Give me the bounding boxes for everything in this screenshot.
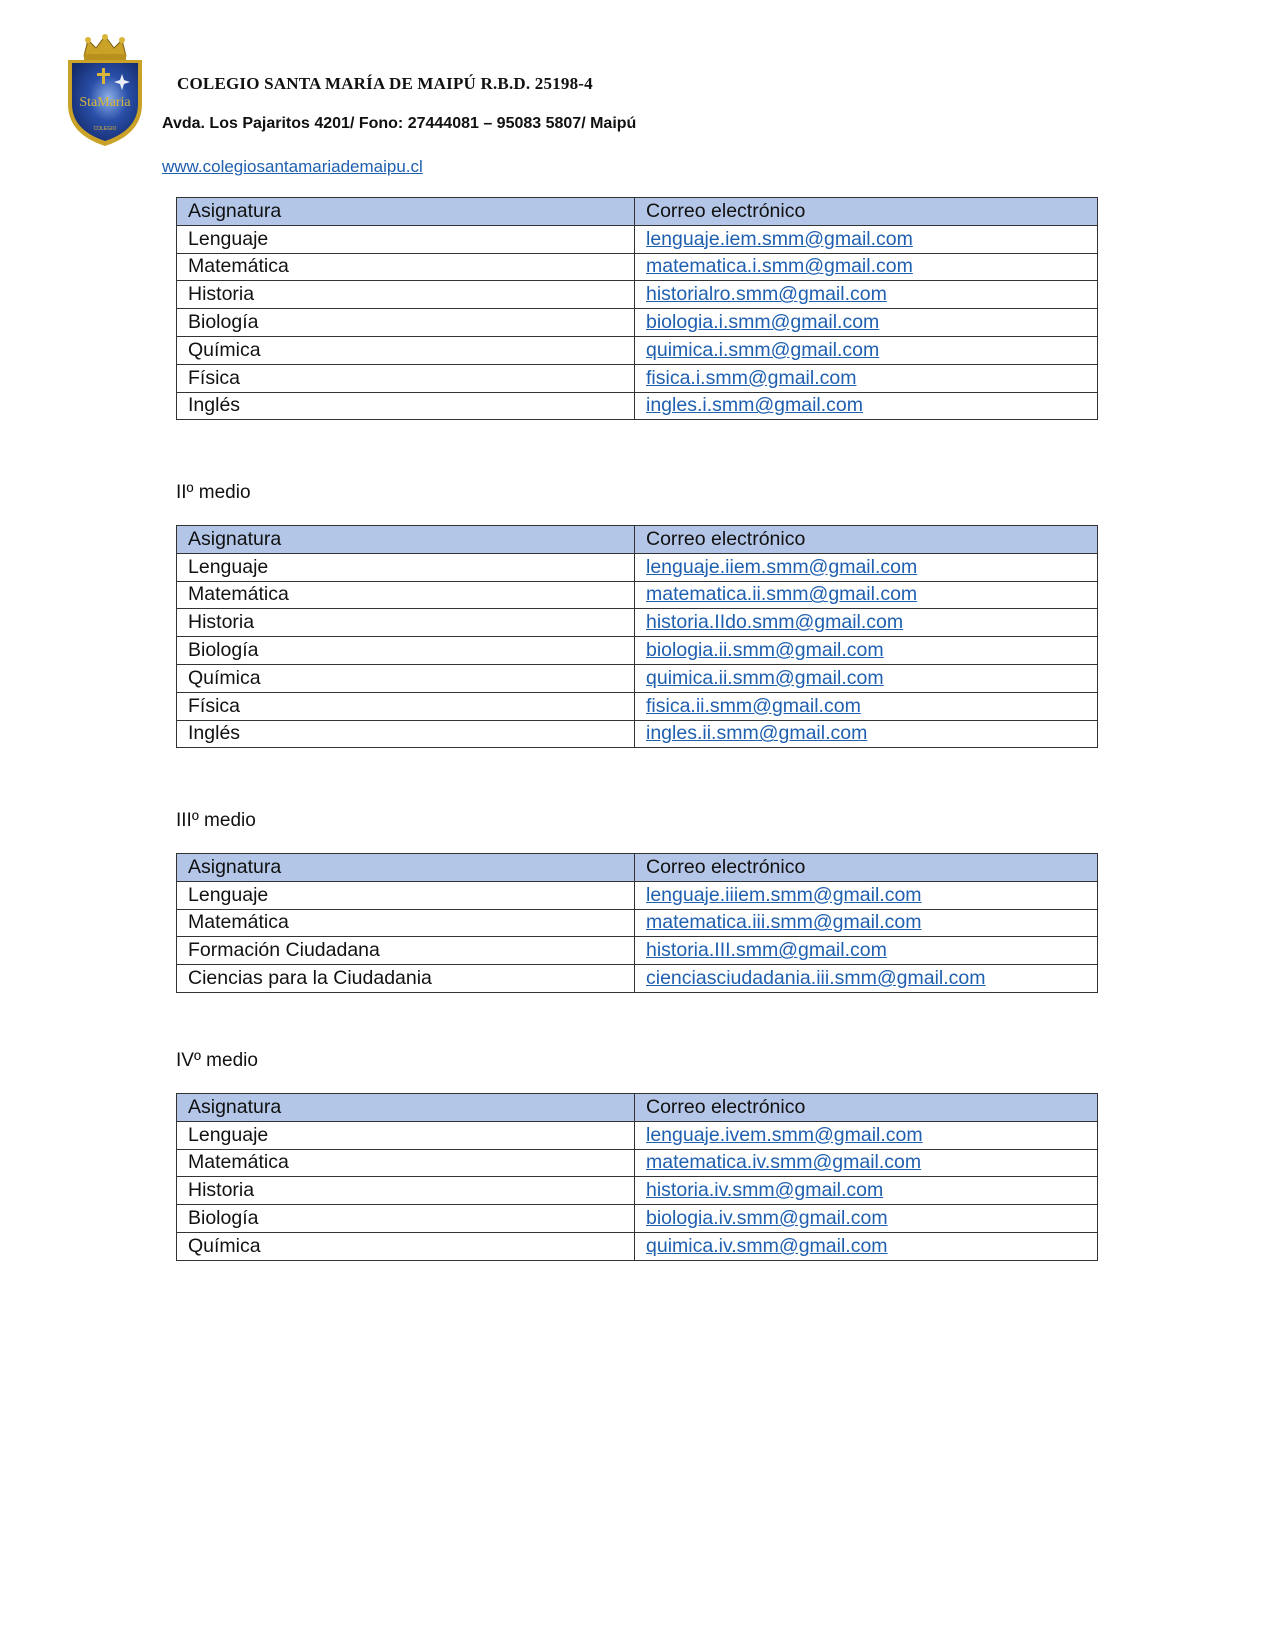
subject-cell: Formación Ciudadana bbox=[177, 937, 635, 965]
email-link[interactable]: matematica.i.smm@gmail.com bbox=[646, 255, 913, 278]
table-row bbox=[177, 225, 1098, 253]
header-asignatura: Asignatura bbox=[177, 198, 635, 226]
email-link[interactable]: cienciasciudadania.iii.smm@gmail.com bbox=[646, 967, 986, 990]
table-row bbox=[177, 909, 1098, 937]
section-title-iii-medio: IIIº medio bbox=[176, 810, 256, 831]
email-link[interactable]: ingles.i.smm@gmail.com bbox=[646, 394, 864, 417]
table-row bbox=[177, 364, 1098, 392]
subject-cell: Física bbox=[177, 692, 635, 720]
header-correo: Correo electrónico bbox=[635, 526, 1098, 554]
email-link[interactable]: quimica.iv.smm@gmail.com bbox=[646, 1234, 888, 1257]
table-row bbox=[177, 1149, 1098, 1177]
subjects-table-iii-medio bbox=[176, 853, 1098, 993]
email-link[interactable]: lenguaje.iiem.smm@gmail.com bbox=[646, 555, 918, 578]
table-row bbox=[177, 309, 1098, 337]
email-link[interactable]: historia.iv.smm@gmail.com bbox=[646, 1179, 884, 1202]
header-asignatura: Asignatura bbox=[177, 854, 635, 882]
email-link[interactable]: biologia.ii.smm@gmail.com bbox=[646, 639, 884, 662]
subject-cell: Historia bbox=[177, 281, 635, 309]
subjects-table-ii-medio bbox=[176, 525, 1098, 748]
email-link[interactable]: matematica.ii.smm@gmail.com bbox=[646, 583, 918, 606]
email-link[interactable]: fisica.i.smm@gmail.com bbox=[646, 366, 857, 389]
logo-subtext: COLEGIO bbox=[93, 126, 117, 132]
header-asignatura: Asignatura bbox=[177, 526, 635, 554]
subject-cell: Química bbox=[177, 664, 635, 692]
subject-cell: Química bbox=[177, 1232, 635, 1260]
table-row bbox=[177, 881, 1098, 909]
header-correo: Correo electrónico bbox=[635, 1094, 1098, 1122]
table-row bbox=[177, 1121, 1098, 1149]
subject-cell: Matemática bbox=[177, 253, 635, 281]
table-header-row bbox=[177, 854, 1098, 882]
subject-cell: Química bbox=[177, 336, 635, 364]
email-link[interactable]: quimica.i.smm@gmail.com bbox=[646, 338, 880, 361]
table-row bbox=[177, 937, 1098, 965]
subject-cell: Matemática bbox=[177, 1149, 635, 1177]
subject-cell: Biología bbox=[177, 309, 635, 337]
subject-cell: Lenguaje bbox=[177, 881, 635, 909]
subject-cell: Biología bbox=[177, 637, 635, 665]
email-link[interactable]: fisica.ii.smm@gmail.com bbox=[646, 694, 861, 717]
email-link[interactable]: matematica.iii.smm@gmail.com bbox=[646, 911, 922, 934]
table-row bbox=[177, 720, 1098, 748]
subject-cell: Matemática bbox=[177, 581, 635, 609]
email-link[interactable]: historialro.smm@gmail.com bbox=[646, 283, 887, 306]
table-row bbox=[177, 637, 1098, 665]
table-row bbox=[177, 692, 1098, 720]
school-address: Avda. Los Pajaritos 4201/ Fono: 27444081 – 95083 5807/ Maipú bbox=[162, 115, 637, 132]
header-correo: Correo electrónico bbox=[635, 854, 1098, 882]
email-link[interactable]: historia.IIdo.smm@gmail.com bbox=[646, 611, 904, 634]
table-row bbox=[177, 253, 1098, 281]
table-row bbox=[177, 1177, 1098, 1205]
table-row bbox=[177, 664, 1098, 692]
school-crest-logo bbox=[62, 34, 148, 150]
email-link[interactable]: ingles.ii.smm@gmail.com bbox=[646, 722, 868, 745]
subject-cell: Inglés bbox=[177, 720, 635, 748]
email-link[interactable]: biologia.iv.smm@gmail.com bbox=[646, 1207, 888, 1230]
subject-cell: Historia bbox=[177, 1177, 635, 1205]
table-row bbox=[177, 336, 1098, 364]
logo-text: StaMaria bbox=[79, 95, 131, 110]
header-correo: Correo electrónico bbox=[635, 198, 1098, 226]
section-title-ii-medio: IIº medio bbox=[176, 482, 251, 503]
email-link[interactable]: quimica.ii.smm@gmail.com bbox=[646, 666, 884, 689]
subject-cell: Inglés bbox=[177, 392, 635, 420]
table-row bbox=[177, 965, 1098, 993]
table-row bbox=[177, 1205, 1098, 1233]
email-link[interactable]: matematica.iv.smm@gmail.com bbox=[646, 1151, 922, 1174]
subject-cell: Biología bbox=[177, 1205, 635, 1233]
email-link[interactable]: lenguaje.ivem.smm@gmail.com bbox=[646, 1123, 923, 1146]
table-header-row bbox=[177, 198, 1098, 226]
table-row bbox=[177, 609, 1098, 637]
subjects-table-iv-medio bbox=[176, 1093, 1098, 1261]
subject-cell: Lenguaje bbox=[177, 553, 635, 581]
subjects-table-i-medio bbox=[176, 197, 1098, 420]
table-row bbox=[177, 281, 1098, 309]
school-website-link[interactable]: www.colegiosantamariademaipu.cl bbox=[162, 157, 423, 176]
table-header-row bbox=[177, 1094, 1098, 1122]
subject-cell: Historia bbox=[177, 609, 635, 637]
subject-cell: Ciencias para la Ciudadania bbox=[177, 965, 635, 993]
subject-cell: Lenguaje bbox=[177, 1121, 635, 1149]
table-row bbox=[177, 581, 1098, 609]
email-link[interactable]: lenguaje.iiiem.smm@gmail.com bbox=[646, 883, 922, 906]
subject-cell: Física bbox=[177, 364, 635, 392]
school-name: COLEGIO SANTA MARÍA DE MAIPÚ R.B.D. 25198-4 bbox=[177, 74, 593, 93]
section-title-iv-medio: IVº medio bbox=[176, 1050, 258, 1071]
table-row bbox=[177, 392, 1098, 420]
header-asignatura: Asignatura bbox=[177, 1094, 635, 1122]
table-row bbox=[177, 1232, 1098, 1260]
email-link[interactable]: lenguaje.iem.smm@gmail.com bbox=[646, 227, 913, 250]
table-header-row bbox=[177, 526, 1098, 554]
subject-cell: Matemática bbox=[177, 909, 635, 937]
email-link[interactable]: historia.III.smm@gmail.com bbox=[646, 939, 887, 962]
email-link[interactable]: biologia.i.smm@gmail.com bbox=[646, 311, 880, 334]
table-row bbox=[177, 553, 1098, 581]
subject-cell: Lenguaje bbox=[177, 225, 635, 253]
